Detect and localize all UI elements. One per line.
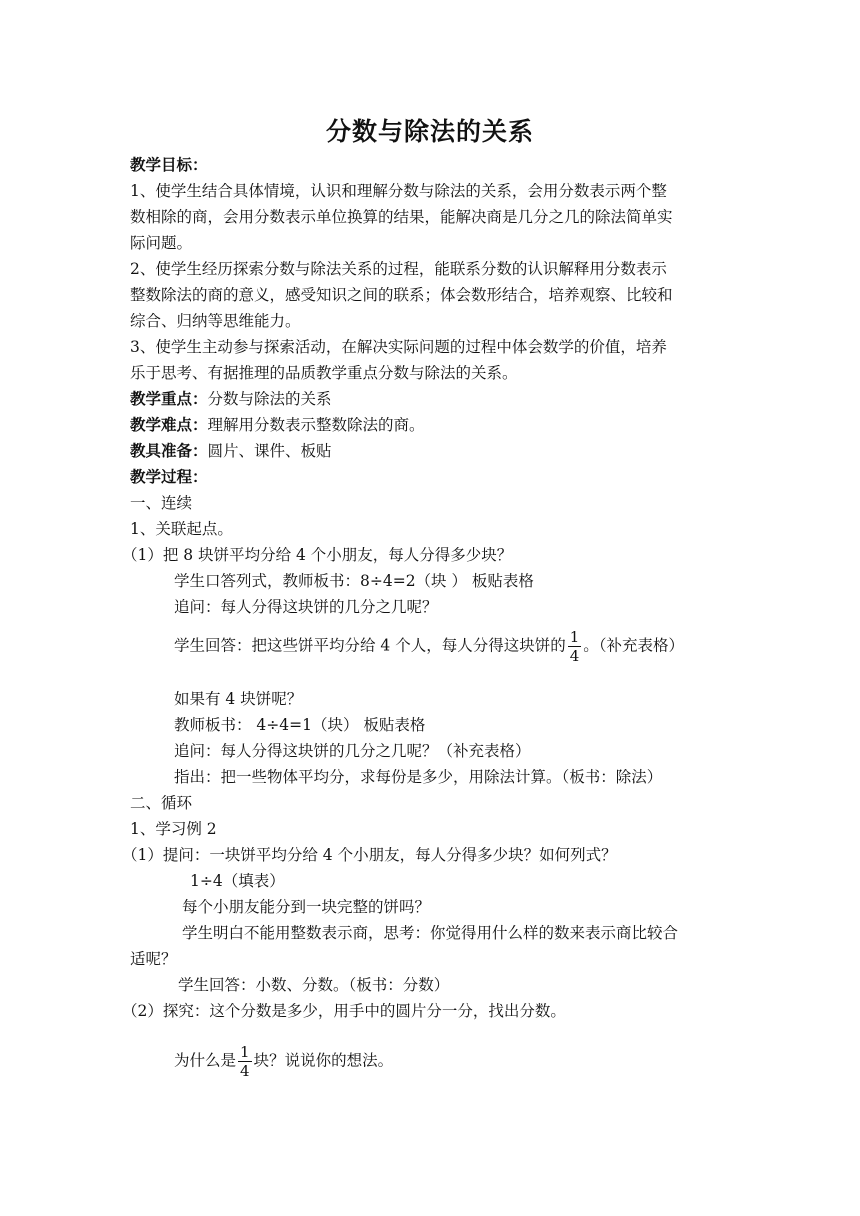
goal-line: 际问题。: [130, 234, 193, 252]
body-line: 指出：把一些物体平均分，求每份是多少，用除法计算。（板书：除法）: [174, 768, 663, 786]
fraction-denominator: 4: [569, 647, 580, 665]
body-line: 教师板书： 4÷4=1（块） 板贴表格: [174, 716, 426, 734]
body-line: 学生明白不能用整数表示商，思考：你觉得用什么样的数来表示商比较合: [182, 924, 679, 942]
goal-line: 数相除的商，会用分数表示单位换算的结果，能解决商是几分之几的除法简单实: [130, 208, 673, 226]
question-line: （1）提问：一块饼平均分给 4 个小朋友，每人分得多少块？如何列式？: [122, 846, 617, 864]
question-line: （2）探究：这个分数是多少，用手中的圆片分一分，找出分数。: [122, 1002, 566, 1020]
page-title: 分数与除法的关系: [325, 117, 534, 146]
fraction-numerator: 1: [569, 628, 580, 646]
teaching-difficulty: [130, 415, 425, 435]
body-line: 适呢？: [130, 950, 177, 968]
goal-line: 2、使学生经历探索分数与除法关系的过程，能联系分数的认识解释用分数表示: [130, 260, 667, 278]
goals-heading: 教学目标：: [130, 156, 208, 174]
subsection-heading: 1、关联起点。: [130, 520, 233, 538]
goal-line: 综合、归纳等思维能力。: [130, 312, 301, 330]
goal-line: 整数除法的商的意义，感受知识之间的联系；体会数形结合，培养观察、比较和: [130, 286, 673, 304]
text-before-fraction: 为什么是: [174, 1051, 237, 1070]
text-after-fraction: 。（补充表格）: [583, 636, 685, 655]
body-line-with-fraction: [174, 628, 684, 665]
fraction-one-quarter: [568, 628, 582, 665]
process-heading: 教学过程：: [130, 468, 208, 486]
difficulty-label: 教学难点：: [130, 416, 208, 434]
text-after-fraction: 块？说说你的想法。: [253, 1051, 394, 1070]
question-line: （1）把 8 块饼平均分给 4 个小朋友，每人分得多少块？: [122, 546, 513, 564]
fraction-denominator: 4: [240, 1062, 250, 1080]
body-line: 如果有 4 块饼呢？: [174, 690, 303, 708]
goal-line: 3、使学生主动参与探索活动，在解决实际问题的过程中体会数学的价值，培养: [130, 338, 667, 356]
goal-line: 乐于思考、有据推理的品质教学重点分数与除法的关系。: [130, 364, 518, 382]
teaching-focus: [130, 389, 332, 409]
text-before-fraction: 学生回答：把这些饼平均分给 4 个人，每人分得这块饼的: [174, 636, 566, 655]
body-line: 学生口答列式，教师板书：8÷4=2（块 ） 板贴表格: [174, 572, 534, 590]
fraction-numerator: 1: [240, 1043, 250, 1061]
section-heading: 二、循环: [130, 794, 193, 812]
focus-label: 教学重点：: [130, 390, 208, 408]
tools-text: 圆片、课件、板贴: [207, 442, 332, 460]
body-line: 追问：每人分得这块饼的几分之几呢？（补充表格）: [174, 742, 531, 760]
body-line-with-fraction: [174, 1043, 393, 1080]
focus-text: 分数与除法的关系: [207, 390, 332, 408]
body-line: 每个小朋友能分到一块完整的饼吗？: [182, 898, 431, 916]
body-line: 1÷4（填表）: [190, 872, 285, 890]
body-line: 学生回答：小数、分数。（板书：分数）: [178, 976, 450, 994]
body-line: 追问：每人分得这块饼的几分之几呢？: [174, 598, 438, 616]
section-heading: 一、连续: [130, 494, 193, 512]
difficulty-text: 理解用分数表示整数除法的商。: [207, 416, 425, 434]
teaching-tools: [130, 441, 332, 461]
subsection-heading: 1、学习例 2: [130, 820, 217, 838]
fraction-one-quarter: [238, 1043, 252, 1080]
goal-line: 1、使学生结合具体情境，认识和理解分数与除法的关系，会用分数表示两个整: [130, 182, 667, 200]
tools-label: 教具准备：: [130, 442, 208, 460]
